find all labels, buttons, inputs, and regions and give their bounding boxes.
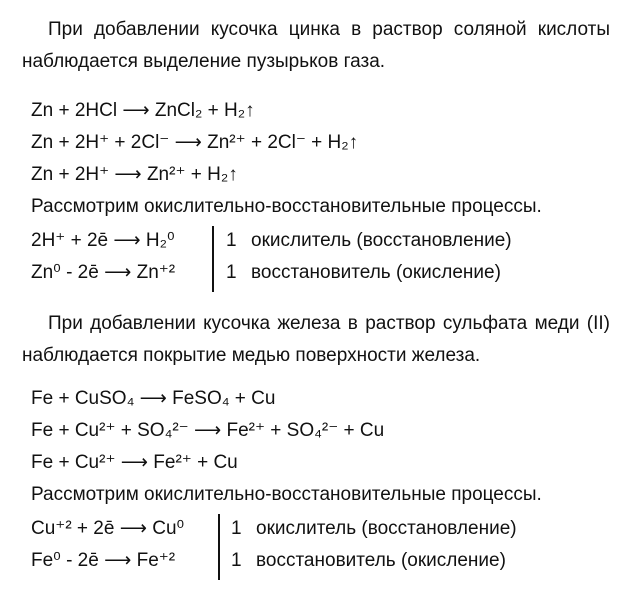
zinc-role-reducer: восстановитель (окисление) xyxy=(251,262,501,283)
zinc-intro-paragraph xyxy=(22,14,610,78)
zinc-intro-line1: При добавлении кусочка цинка в раствор соляной кислоты xyxy=(48,19,610,40)
zinc-coefficient-2: 1 xyxy=(226,262,237,283)
iron-half-reaction-oxidation: Fe⁰ - 2ē ⟶ Fe⁺² xyxy=(31,550,176,571)
zinc-consider-text: Рассмотрим окислительно-восстановительные процессы. xyxy=(31,196,542,217)
iron-intro-paragraph xyxy=(22,308,610,372)
zinc-coefficient-1: 1 xyxy=(226,230,237,251)
zinc-short-ionic-equation: Zn + 2H⁺ ⟶ Zn²⁺ + H₂↑ xyxy=(31,164,238,185)
iron-balance-divider xyxy=(218,514,220,580)
iron-role-oxidizer: окислитель (восстановление) xyxy=(256,518,517,539)
iron-coefficient-1: 1 xyxy=(231,518,242,539)
iron-consider-text: Рассмотрим окислительно-восстановительные процессы. xyxy=(31,484,542,505)
zinc-balance-divider xyxy=(212,226,214,292)
iron-short-ionic-equation: Fe + Cu²⁺ ⟶ Fe²⁺ + Cu xyxy=(31,452,238,473)
zinc-molecular-equation: Zn + 2HCl ⟶ ZnCl₂ + H₂↑ xyxy=(31,100,255,121)
iron-half-reaction-reduction: Cu⁺² + 2ē ⟶ Cu⁰ xyxy=(31,518,185,539)
zinc-full-ionic-equation: Zn + 2H⁺ + 2Cl⁻ ⟶ Zn²⁺ + 2Cl⁻ + H₂↑ xyxy=(31,132,359,153)
iron-coefficient-2: 1 xyxy=(231,550,242,571)
zinc-intro-line2: наблюдается выделение пузырьков газа. xyxy=(22,51,386,72)
iron-full-ionic-equation: Fe + Cu²⁺ + SO₄²⁻ ⟶ Fe²⁺ + SO₄²⁻ + Cu xyxy=(31,420,385,441)
iron-role-reducer: восстановитель (окисление) xyxy=(256,550,506,571)
iron-molecular-equation: Fe + CuSO₄ ⟶ FeSO₄ + Cu xyxy=(31,388,276,409)
iron-intro-line1: При добавлении кусочка железа в раствор сульфата xyxy=(48,313,528,334)
zinc-half-reaction-reduction: 2H⁺ + 2ē ⟶ H₂⁰ xyxy=(31,230,175,251)
iron-intro-line2: меди (II) наблюдается покрытие медью поверхности железа. xyxy=(22,313,611,366)
zinc-role-oxidizer: окислитель (восстановление) xyxy=(251,230,512,251)
zinc-half-reaction-oxidation: Zn⁰ - 2ē ⟶ Zn⁺² xyxy=(31,262,176,283)
